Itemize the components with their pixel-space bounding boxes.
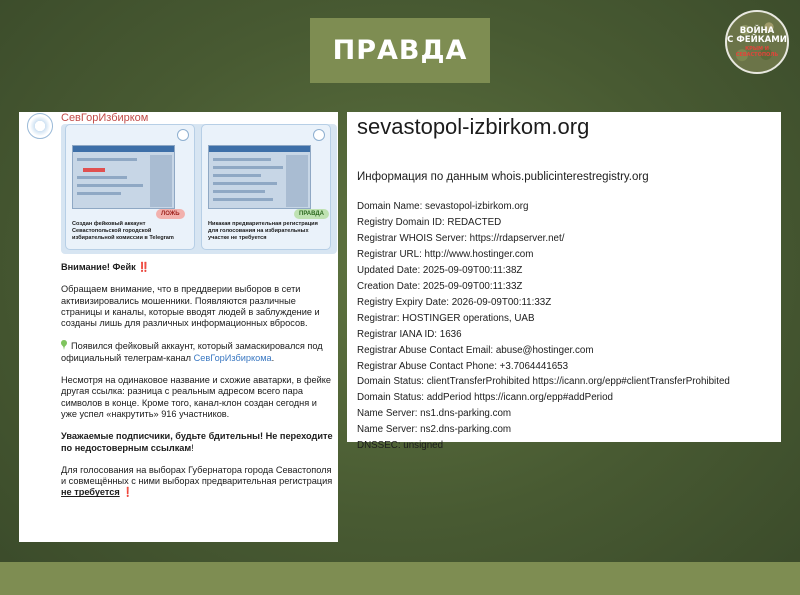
whois-line: Registry Expiry Date: 2026-09-09T00:11:33Z xyxy=(357,296,552,308)
page-title: ПРАВДА xyxy=(332,35,468,66)
telegram-post-screenshot xyxy=(19,112,338,542)
channel-avatar xyxy=(27,113,53,139)
logo xyxy=(725,10,789,74)
post-paragraph: Несмотря на одинаковое название и схожие аватарки, в фейке другая ссылка: разница с реальным адресом всего пара символов в конце. Кроме того, канал-клон создан сегодня и уже успел «накрутить» 916 участников. xyxy=(61,375,332,419)
whois-line: Updated Date: 2025-09-09T00:11:38Z xyxy=(357,264,523,276)
post-heading: Внимание! Фейк ‼️ xyxy=(61,262,150,272)
whois-line: Registrar: HOSTINGER operations, UAB xyxy=(357,312,535,324)
thumbnail-caption: Создан фейковый аккаунт Севастопольской городской избирательной комиссии в Telegram xyxy=(72,221,174,241)
whois-records xyxy=(357,199,777,454)
whois-line: Registrar URL: http://www.hostinger.com xyxy=(357,248,534,260)
official-page-screenshot xyxy=(208,145,311,209)
channel-link[interactable]: СевГорИзбиркома xyxy=(193,352,272,363)
badge-truth: ПРАВДА xyxy=(294,209,329,219)
thumbnail-truth xyxy=(201,124,331,250)
whois-line: Domain Name: sevastopol-izbirkom.org xyxy=(357,201,529,212)
whois-line: DNSSEC: unsigned xyxy=(357,440,444,452)
mini-avatar-icon xyxy=(313,129,325,141)
title-banner xyxy=(310,18,490,83)
whois-line: Registrar WHOIS Server: https://rdapserver.net/ xyxy=(357,232,565,244)
whois-line: Domain Status: addPeriod https://icann.org/epp#addPeriod xyxy=(357,392,613,404)
whois-line: Name Server: ns2.dns-parking.com xyxy=(357,424,512,436)
exclamation-icon: ❗ xyxy=(122,487,134,498)
post-paragraph: Появился фейковый аккаунт, который замаскировался под официальный телеграм-канал СевГорИзбиркома. xyxy=(61,341,323,363)
fake-page-screenshot xyxy=(72,145,175,209)
mini-avatar-icon xyxy=(177,129,189,141)
thumbnail-caption: Никакая предварительная регистрация для голосования на избирательных участке не требуется xyxy=(208,221,318,241)
whois-line: Registrar Abuse Contact Email: abuse@hostinger.com xyxy=(357,344,594,356)
whois-line: Domain Status: clientTransferProhibited https://icann.org/epp#clientTransferProhibited xyxy=(357,376,730,388)
double-exclamation-icon: ‼️ xyxy=(138,262,150,272)
pin-icon xyxy=(61,340,67,350)
whois-screenshot xyxy=(347,112,781,452)
post-paragraph: Обращаем внимание, что в преддверии выборов в сети активизировались мошенники. Появляются различные страницы и каналы, которые вводят людей в заблуждение и созданы лишь для различных информационных вбросов. xyxy=(61,284,320,329)
domain-title: sevastopol-izbirkom.org xyxy=(357,114,590,139)
whois-line: Registry Domain ID: REDACTED xyxy=(357,216,502,228)
post-paragraph: Для голосования на выборах Губернатора города Севастополя и совмещённых с ними выборах предварительная регистрация не требуется ❗ xyxy=(61,464,333,498)
thumbnail-fake xyxy=(65,124,195,250)
logo-line-2: С ФЕЙКАМИ xyxy=(727,34,787,45)
post-paragraph: Уважаемые подписчики, будьте бдительны! Не переходите по недостоверным ссылкам! xyxy=(61,431,333,453)
whois-line: Creation Date: 2025-09-09T00:11:33Z xyxy=(357,280,523,292)
post-image[interactable] xyxy=(61,124,337,254)
post-text xyxy=(61,262,333,510)
whois-line: Registrar IANA ID: 1636 xyxy=(357,328,462,340)
logo-line-3: КРЫМ И СЕВАСТОПОЛЬ xyxy=(735,45,779,58)
logo-line-1: ВОЙНА xyxy=(739,25,775,36)
whois-line: Name Server: ns1.dns-parking.com xyxy=(357,408,512,420)
bottom-band xyxy=(0,562,800,595)
whois-line: Registrar Abuse Contact Phone: +3.7064441653 xyxy=(357,360,569,372)
whois-heading: Информация по данным whois.publicinterestregistry.org xyxy=(357,171,649,183)
channel-name[interactable]: СевГорИзбирком xyxy=(61,112,149,124)
badge-lie: ЛОЖЬ xyxy=(156,209,185,219)
